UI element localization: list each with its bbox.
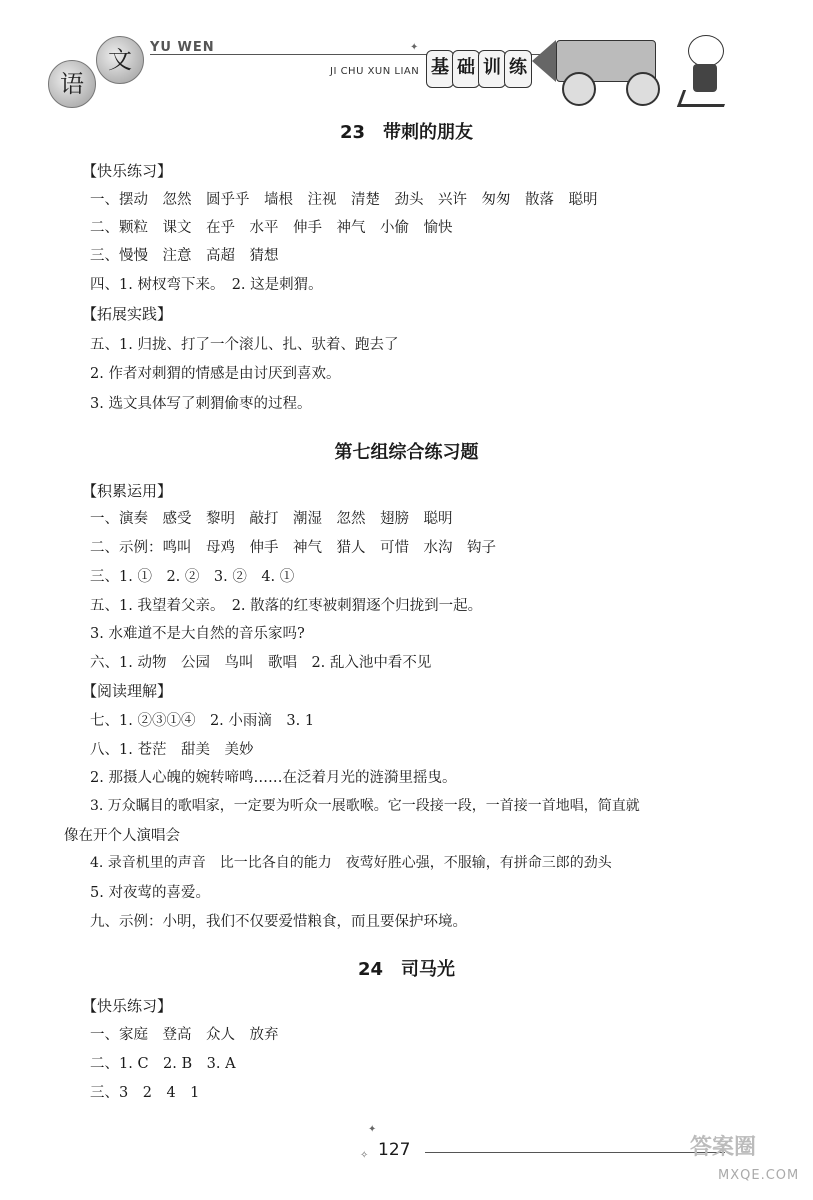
section-title: 第七组综合练习题: [334, 442, 479, 463]
answer-line: 七、1. ②③①④ 2. 小雨滴 3. 1: [90, 713, 315, 729]
footer-rule: [425, 1152, 725, 1153]
section-title: 23 带刺的朋友: [339, 122, 474, 143]
answer-line: 2. 那摄人心魄的婉转啼鸣……在泛着月光的涟漪里摇曳。: [90, 770, 457, 786]
answer-line: 2. 作者对刺猬的情感是由讨厌到喜欢。: [90, 366, 341, 382]
answer-line: 4. 录音机里的声音 比一比各自的能力 夜莺好胜心强，不服输，有拼命三郎的劲头: [90, 855, 612, 871]
answer-line: 二、颗粒 课文 在乎 水平 伸手 神气 小偷 愉快: [90, 220, 453, 236]
subject-pinyin: YU WEN: [150, 40, 215, 55]
answer-line: 像在开个人演唱会: [64, 828, 180, 844]
series-char-2: 础: [452, 50, 480, 88]
section-heading: 【快乐练习】: [82, 997, 173, 1015]
answer-line: 五、1. 归拢、打了一个滚儿、扎、驮着、跑去了: [90, 337, 399, 353]
answer-line: 5. 对夜莺的喜爱。: [90, 885, 210, 901]
wheel-icon: [562, 72, 596, 106]
watermark-logo: 答案圈: [690, 1135, 757, 1160]
answer-line: 六、1. 动物 公园 鸟叫 歌唱 2. 乱入池中看不见: [90, 655, 432, 671]
answer-line: 二、1. C 2. B 3. A: [90, 1056, 236, 1072]
answer-line: 八、1. 苍茫 甜美 美妙: [90, 742, 254, 758]
series-char-3: 训: [478, 50, 506, 88]
pencil-tip-icon: [532, 40, 556, 82]
section-heading: 【拓展实践】: [82, 305, 173, 323]
cartoon-kid-legs-icon: [677, 90, 730, 107]
logo-char: 文: [108, 46, 132, 74]
series-pinyin: JI CHU XUN LIAN: [330, 66, 420, 77]
wheel-icon: [626, 72, 660, 106]
answer-line: 四、1. 树杈弯下来。 2. 这是刺猬。: [90, 277, 323, 293]
answer-line: 一、演奏 感受 黎明 敲打 潮湿 忽然 翅膀 聪明: [90, 511, 453, 527]
logo-medal-yu: [48, 60, 96, 108]
cartoon-kid-head-icon: [688, 35, 724, 67]
page-number: 127: [378, 1140, 411, 1160]
answer-line: 3. 选文具体写了刺猬偷枣的过程。: [90, 396, 312, 412]
answer-line: 一、家庭 登高 众人 放弃: [90, 1027, 279, 1043]
watermark-url: MXQE.COM: [718, 1168, 800, 1183]
answer-line: 三、慢慢 注意 高超 猜想: [90, 248, 279, 264]
cartoon-kid-body-icon: [693, 64, 717, 92]
answer-line: 一、摆动 忽然 圆乎乎 墙根 注视 清楚 劲头 兴许 匆匆 散落 聪明: [90, 192, 598, 208]
answer-line: 3. 水难道不是大自然的音乐家吗?: [90, 626, 305, 642]
answer-line: 二、示例：鸣叫 母鸡 伸手 神气 猎人 可惜 水沟 钩子: [90, 540, 496, 556]
section-heading: 【积累运用】: [82, 482, 173, 500]
section-title: 24 司马光: [357, 959, 456, 980]
answer-line: 九、示例：小明，我们不仅要爱惜粮食，而且要保护环境。: [90, 914, 467, 930]
section-heading: 【快乐练习】: [82, 162, 173, 180]
logo-char: 语: [60, 70, 84, 98]
answer-line: 五、1. 我望着父亲。 2. 散落的红枣被刺猬逐个归拢到一起。: [90, 598, 483, 614]
answer-line: 3. 万众瞩目的歌唱家，一定要为听众一展歌喉。它一段接一段，一首接一首地唱，简直就: [90, 798, 640, 814]
answer-line: 三、3 2 4 1: [90, 1085, 200, 1101]
answer-line: 三、1. ① 2. ② 3. ② 4. ①: [90, 569, 295, 585]
section-heading: 【阅读理解】: [82, 682, 173, 700]
series-char-4: 练: [504, 50, 532, 88]
series-char-1: 基: [426, 50, 454, 88]
logo-medal-wen: [96, 36, 144, 84]
sparkle-icon: ✦: [410, 42, 419, 53]
sparkle-icon: ✦: [368, 1124, 377, 1135]
sparkle-icon: ✧: [360, 1150, 369, 1161]
